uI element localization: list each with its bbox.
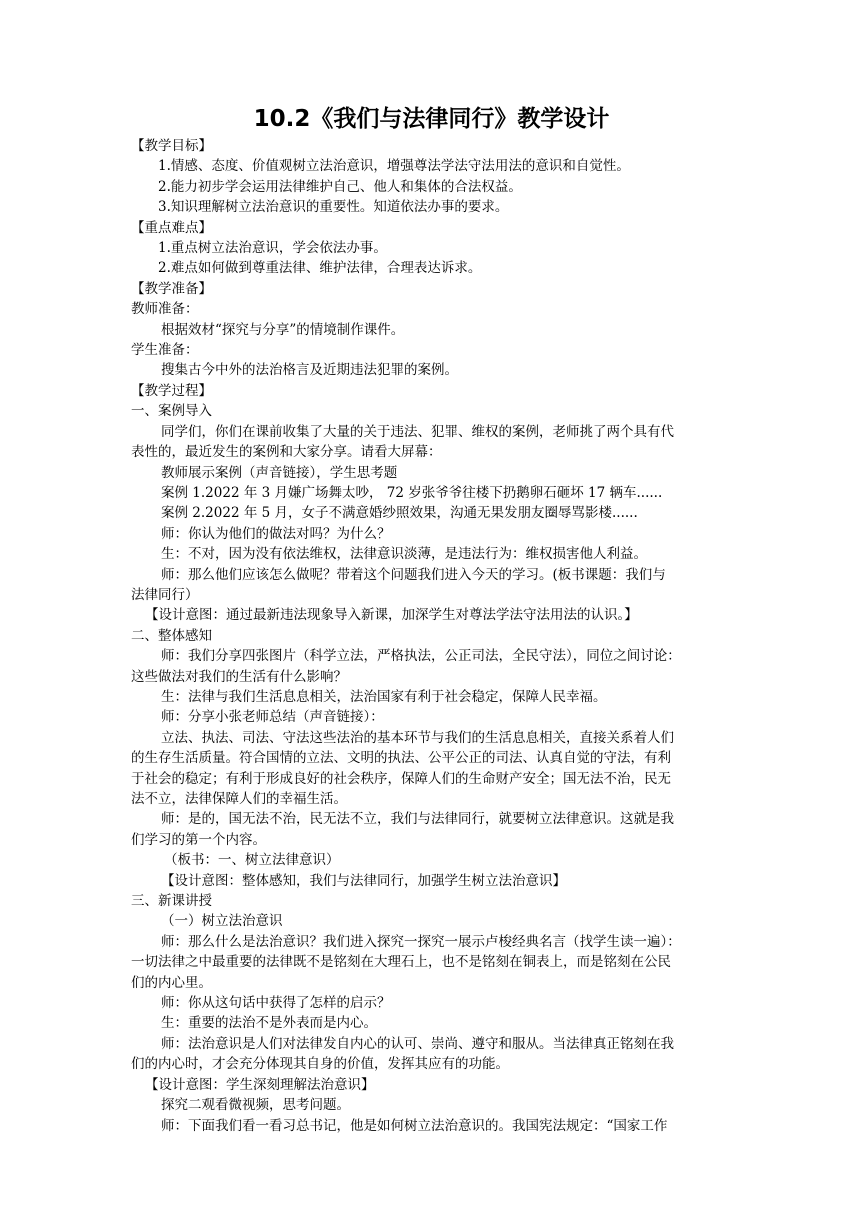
subsection-heading: 一、案例导入: [131, 403, 212, 420]
paragraph-line: 根据效材“探究与分享”的情境制作课件。: [161, 321, 405, 338]
section-heading-process: 【教学过程】: [131, 382, 212, 399]
objective-item: 2.能力初步学会运用法律维护自己、他人和集体的合法权益。: [158, 178, 522, 195]
case-line: 案例 2.2022 年 5 月，女子不满意婚纱照效果，沟通无果发朋友圈辱骂影楼......: [161, 505, 638, 522]
paragraph-line: 教师准备：: [131, 301, 199, 318]
section-heading-objectives: 【教学目标】: [131, 138, 212, 154]
paragraph-line: 立法、执法、司法、守法这些法治的基本环节与我们的生活息息相关，直接关系着人们: [161, 729, 674, 746]
dialogue-line: 生：不对，因为没有依法维权，法律意识淡薄，是违法行为：维权损害他人利益。: [161, 546, 647, 563]
dialogue-line: 师：下面我们看一看习总书记，他是如何树立法治意识的。我国宪法规定：“国家工作: [161, 1117, 668, 1134]
paragraph-line: 们学习的第一个内容。: [131, 831, 266, 848]
paragraph-line: 这些做法对我们的生活有什么影响？: [131, 668, 347, 685]
dialogue-line: 师：法治意识是人们对法律发自内心的认可、崇尚、遵守和服从。当法律真正铭刻在我: [161, 1035, 674, 1052]
subsection-heading: 二、整体感知: [131, 627, 212, 644]
paragraph-line: 于社会的稳定；有利于形成良好的社会秩序，保障人们的生命财产安全；国无法不治，民无: [131, 770, 671, 787]
section-heading-preparation: 【教学准备】: [131, 280, 212, 297]
design-intent-line: 【设计意图：学生深刻理解法治意识】: [145, 1076, 375, 1093]
paragraph-line: 法律同行）: [131, 586, 199, 603]
case-line: 案例 1.2022 年 3 月嫌广场舞太吵， 72 岁张爷爷往楼下扔鹅卵石砸坏 17 辆车......: [161, 484, 663, 501]
paragraph-line: 同学们，你们在课前收集了大量的关于违法、犯罪、维权的案例，老师挑了两个具有代: [161, 423, 674, 440]
key-point-item: 2.难点如何做到尊重法律、维护法律，合理表达诉求。: [158, 260, 482, 277]
paragraph-line: 们的内心时，才会充分体现其自身的价值，发挥其应有的功能。: [131, 1056, 509, 1073]
subsection-heading: 三、新课讲授: [131, 893, 212, 910]
paragraph-line: 教师展示案例（声音链接），学生思考题: [161, 464, 398, 481]
dialogue-line: 师：我们分享四张图片（科学立法，严格执法，公正司法，全民守法），同位之间讨论：: [161, 648, 681, 665]
paragraph-line: 学生准备：: [131, 342, 199, 359]
dialogue-line: 师：你从这句话中获得了怎样的启示？: [161, 995, 391, 1012]
paragraph-line: 表性的，最近发生的案例和大家分享。请看大屏幕：: [131, 444, 442, 461]
paragraph-line: 的生存生活质量。符合国情的立法、文明的执法、公平公正的司法、认真自觉的守法，有利: [131, 750, 671, 767]
key-point-item: 1.重点树立法治意识，学会依法办事。: [158, 240, 387, 257]
section-heading-key-points: 【重点难点】: [131, 219, 212, 236]
paragraph-line: 们的内心里。: [131, 974, 212, 991]
design-intent-line: 【设计意图：通过最新违法现象导入新课，加深学生对尊法学法守法用法的认识。】: [145, 607, 638, 624]
paragraph-line: 探究二观看微视频，思考问题。: [161, 1097, 350, 1114]
design-intent-line: 【设计意图：整体感知，我们与法律同行，加强学生树立法治意识】: [161, 872, 566, 889]
paragraph-line: 搜集古今中外的法治格言及近期违法犯罪的案例。: [161, 362, 458, 379]
dialogue-line: 师：分享小张老师总结（声音链接）：: [161, 709, 384, 726]
objective-item: 3.知识理解树立法治意识的重要性。知道依法办事的要求。: [158, 199, 509, 216]
dialogue-line: 生：法律与我们生活息息相关，法治国家有利于社会稳定，保障人民幸福。: [161, 688, 607, 705]
dialogue-line: 师：那么他们应该怎么做呢？带着这个问题我们进入今天的学习。(板书课题：我们与: [161, 566, 666, 583]
document-title: 10.2《我们与法律同行》教学设计: [253, 106, 610, 132]
board-note-line: （板书：一、树立法律意识）: [164, 852, 340, 869]
paragraph-line: 法不立，法律保障人们的幸福生活。: [131, 791, 347, 807]
paragraph-line: 一切法律之中最重要的法律既不是铭刻在大理石上，也不是铭刻在铜表上，而是铭刻在公民: [131, 954, 671, 971]
subsection-heading: （一）树立法治意识: [161, 913, 283, 930]
dialogue-line: 生：重要的法治不是外表而是内心。: [161, 1015, 377, 1032]
dialogue-line: 师：你认为他们的做法对吗？为什么？: [161, 525, 391, 542]
dialogue-line: 师：那么什么是法治意识？我们进入探究一探究一展示卢梭经典名言（找学生读一遍）：: [161, 933, 681, 950]
objective-item: 1.情感、态度、价值观树立法治意识，增强尊法学法守法用法的意识和自觉性。: [158, 158, 630, 175]
dialogue-line: 师：是的，国无法不治，民无法不立，我们与法律同行，就要树立法律意识。这就是我: [161, 811, 674, 828]
